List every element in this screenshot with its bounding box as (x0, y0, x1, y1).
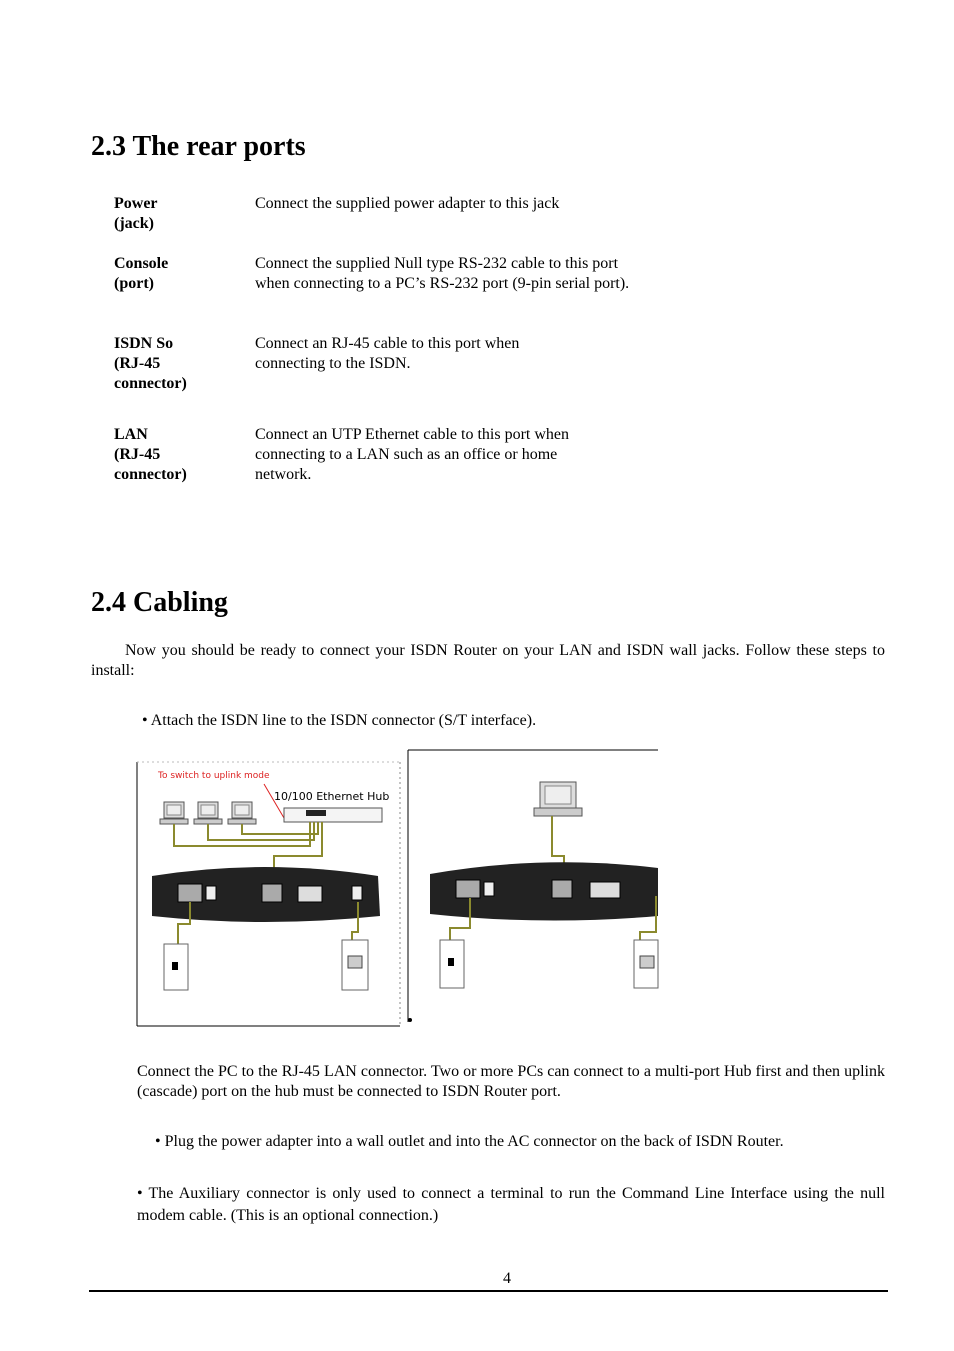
bullet-isdn-line: • Attach the ISDN line to the ISDN connector (S/T interface). (142, 712, 537, 729)
page-number: 4 (503, 1270, 511, 1287)
port-desc-power: Connect the supplied power adapter to this jack (255, 195, 560, 212)
cabling-figure (134, 746, 662, 1030)
uplink-note-text: To switch to uplink mode (158, 771, 270, 781)
port-desc-lan: Connect an UTP Ethernet cable to this port when connecting to a LAN such as an office or home network. (255, 426, 569, 483)
pc-icon (228, 802, 256, 824)
pc-icon (160, 802, 188, 824)
section-title-rear-ports: 2.3 The rear ports (91, 131, 306, 162)
router-icon (430, 862, 658, 920)
port-label-lan: LAN (RJ-45 connector) (114, 426, 187, 483)
hub-label-text: 10/100 Ethernet Hub (274, 790, 390, 803)
pc-icon (534, 782, 582, 816)
router-icon (152, 867, 380, 922)
port-desc-isdn: Connect an RJ-45 cable to this port when connecting to the ISDN. (255, 335, 520, 372)
port-label-console: Console (port) (114, 255, 169, 292)
footer-rule (89, 1290, 888, 1292)
bullet-auxiliary: • The Auxiliary connector is only used to connect a terminal to run the Command Line Interface using the null modem cable. (This is an optional connection.) (137, 1185, 885, 1224)
pc-icon (194, 802, 222, 824)
section-title-cabling: 2.4 Cabling (91, 587, 228, 618)
right-diagram-panel (408, 750, 658, 1022)
cabling-diagram (134, 746, 662, 1030)
connect-pc-paragraph: Connect the PC to the RJ-45 LAN connector. Two or more PCs can connect to a multi-port Hub first and then uplink (cascade) port on the hub must be connected to ISDN Router port. (137, 1063, 885, 1100)
port-label-power: Power (jack) (114, 195, 158, 232)
bullet-power-adapter: • Plug the power adapter into a wall outlet and into the AC connector on the back of ISDN Router. (155, 1133, 784, 1150)
ethernet-hub-icon (284, 808, 382, 822)
port-label-isdn: ISDN So (RJ-45 connector) (114, 335, 187, 392)
cabling-intro: Now you should be ready to connect your ISDN Router on your LAN and ISDN wall jacks. Follow these steps to install: (91, 642, 885, 679)
left-diagram-panel (137, 762, 400, 1026)
port-desc-console: Connect the supplied Null type RS-232 cable to this port when connecting to a PC’s RS-232 port (9-pin serial port). (255, 255, 630, 292)
